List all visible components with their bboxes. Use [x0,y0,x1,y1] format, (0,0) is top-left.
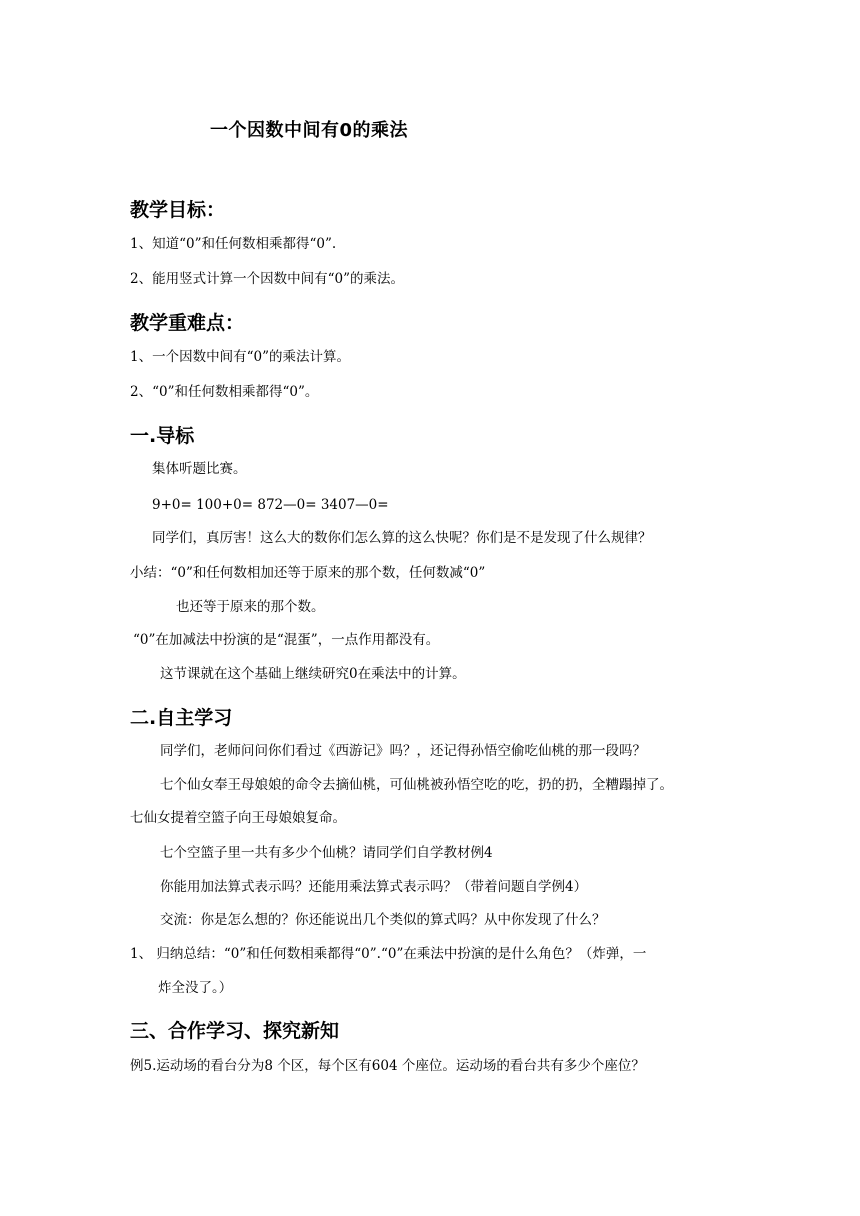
section2-line: 七个空篮子里一共有多少个仙桃？请同学们自学教材例4 [160,845,493,861]
section3-heading: 三、合作学习、探究新知 [130,1020,340,1042]
key-point-item: 1、一个因数中间有“0”的乘法计算。 [130,349,350,365]
section1-heading: 一.导标 [130,425,195,447]
section2-line: 炸全没了。） [158,980,233,996]
key-point-item: 2、“0”和任何数相乘都得“0”。 [130,384,319,400]
key-points-heading: 教学重难点： [130,312,245,334]
section2-line: 七仙女提着空篮子向王母娘娘复命。 [130,810,346,826]
section2-line: 同学们，老师问问你们看过《西游记》吗？，还记得孙悟空偷吃仙桃的那一段吗？ [160,743,646,759]
section1-line: 小结：“0”和任何数相加还等于原来的那个数，任何数减“0” [130,565,486,581]
goals-heading: 教学目标： [130,199,226,221]
document-title: 一个因数中间有0的乘法 [210,120,409,141]
section1-line: 这节课就在这个基础上继续研究0在乘法中的计算。 [160,666,466,682]
section2-line: 交流：你是怎么想的？你还能说出几个类似的算式吗？从中你发现了什么？ [160,912,606,928]
section2-line: 1、 归纳总结：“0”和任何数相乘都得“0”.“0”在乘法中扮演的是什么角色？（炸弹，一 [130,946,647,962]
section1-line: 9+0= 100+0= 872—0= 3407—0= [152,497,389,513]
section1-line: 同学们，真厉害！这么大的数你们怎么算的这么快呢？你们是不是发现了什么规律？ [152,530,652,546]
section2-line: 七个仙女奉王母娘娘的命令去摘仙桃，可仙桃被孙悟空吃的吃，扔的扔，全糟蹋掉了。 [160,777,673,793]
section2-line: 你能用加法算式表示吗？还能用乘法算式表示吗？（带着问题自学例4） [160,879,588,895]
goal-item: 2、能用竖式计算一个因数中间有“0”的乘法。 [130,271,404,287]
section1-line: 也还等于原来的那个数。 [176,599,325,615]
section1-line: 集体听题比赛。 [152,461,247,477]
section2-heading: 二.自主学习 [130,707,233,729]
goal-item: 1、知道“0”和任何数相乘都得“0”. [130,236,337,252]
section1-line: “0”在加减法中扮演的是“混蛋”，一点作用都没有。 [133,632,440,648]
section3-line: 例5.运动场的看台分为8 个区，每个区有604 个座位。运动场的看台共有多少个座位？ [130,1058,645,1074]
